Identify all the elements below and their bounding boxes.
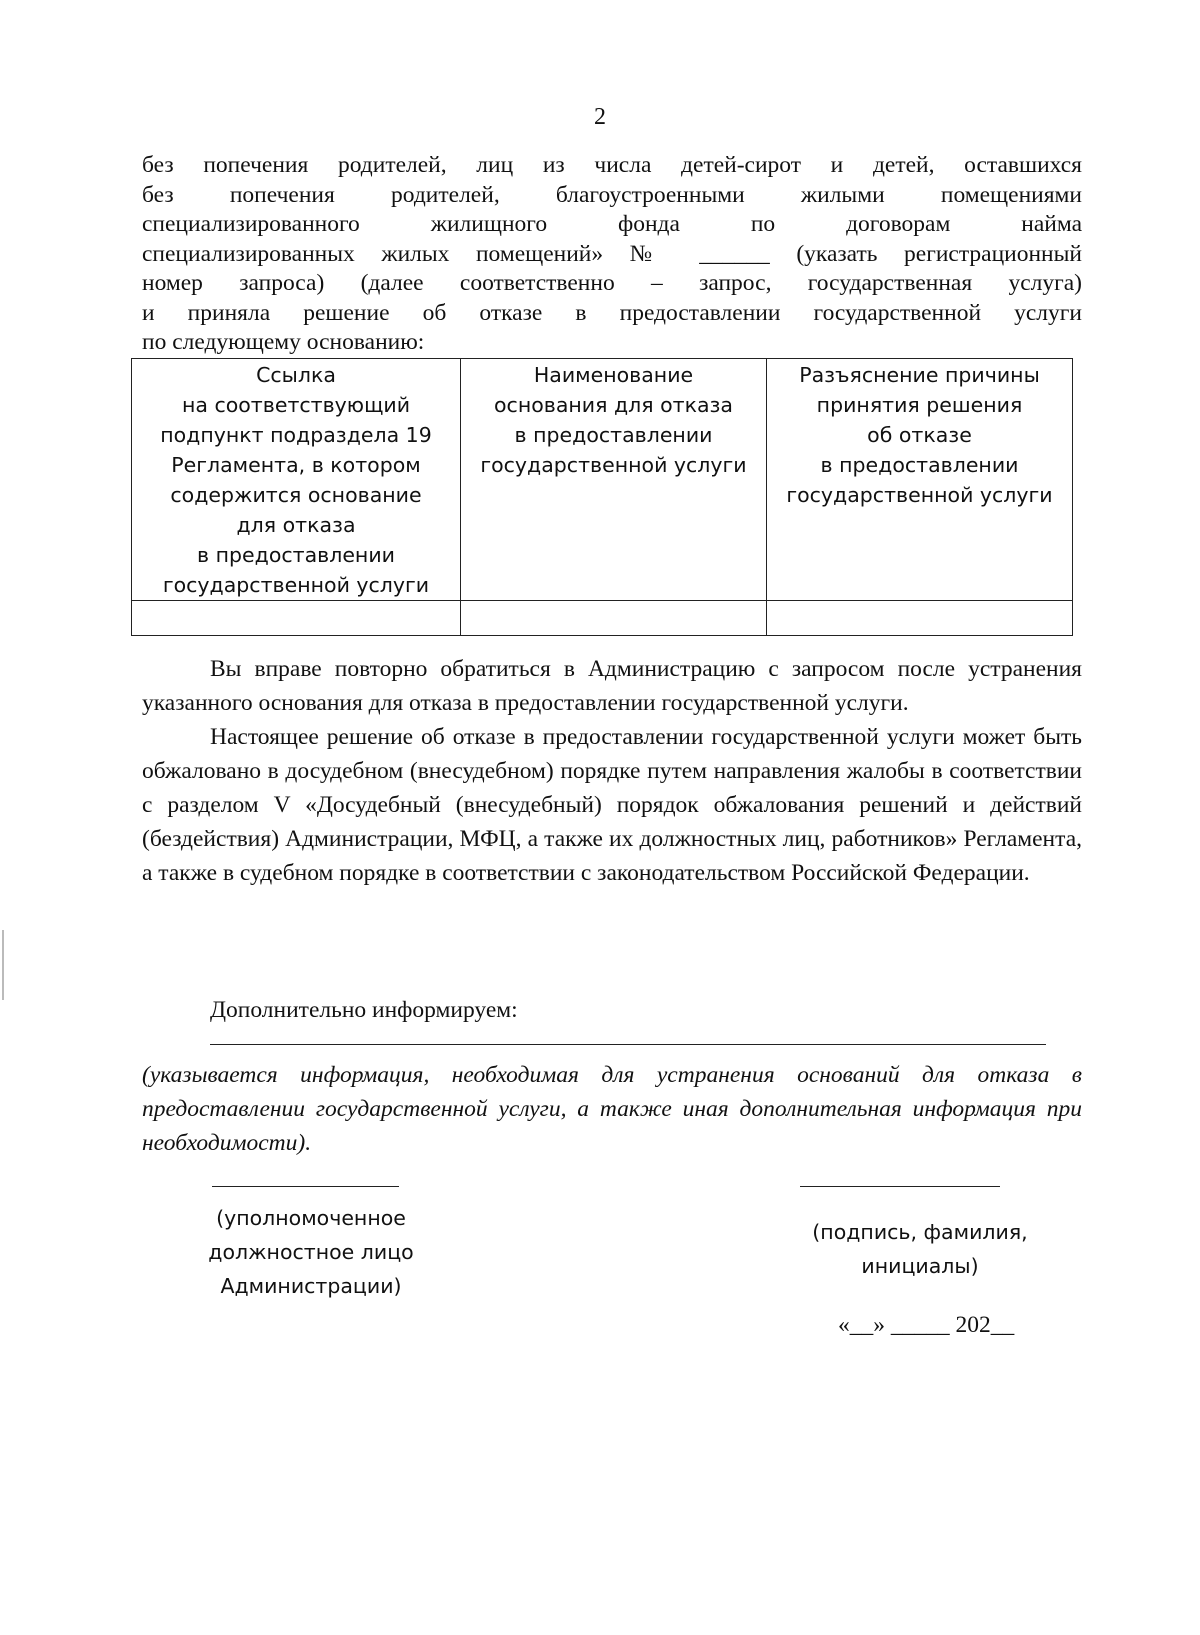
header-reason-name: Наименование основания для отказа в предоставлении государственной услуги <box>480 363 747 477</box>
intro-line: без попечения родителей, лиц из числа детей-сирот и детей, оставшихся <box>142 152 1082 178</box>
additional-info-fill-line <box>210 1044 1046 1045</box>
additional-info-note: (указывается информация, необходимая для устранения оснований для отказа в предоставлении государственной услуги, а также иная дополнительная информация при необходимости). <box>142 1062 1082 1156</box>
intro-line: по следующему основанию: <box>142 329 425 355</box>
page-number: 2 <box>594 104 606 130</box>
paragraph-reapply: Вы вправе повторно обратиться в Администрацию с запросом после устранения указанного основания для отказа в предоставлении государственной услуги. <box>142 656 1082 716</box>
table-header-row <box>132 359 1073 601</box>
table-cell <box>132 601 461 636</box>
official-signature-line <box>212 1186 399 1187</box>
table-cell <box>767 601 1073 636</box>
header-explanation: Разъяснение причины принятия решения об отказе в предоставлении государственной услуги <box>786 363 1053 507</box>
intro-line: специализированных жилых помещений» № ______ (указать регистрационный <box>142 240 1082 267</box>
intro-line: номер запроса) (далее соответственно – запрос, государственная услуга) <box>142 270 1082 296</box>
authorized-official-caption: (уполномоченное должностное лицо Администрации) <box>208 1206 414 1298</box>
table-cell <box>461 601 767 636</box>
intro-line: и приняла решение об отказе в предоставлении государственной услуги <box>142 299 1082 326</box>
intro-line: специализированного жилищного фонда по договорам найма <box>142 211 1082 237</box>
table-header-cell <box>767 359 1073 601</box>
additional-info-label: Дополнительно информируем: <box>210 997 518 1023</box>
scan-edge-mark <box>2 930 4 1000</box>
paragraph-appeal: Настоящее решение об отказе в предоставлении государственной услуги может быть обжаловано в досудебном (внесудебном) порядке путем направления жалобы в соответствии с разделом V «Досудебный (внесудебный) порядок обжалования решений и действий (бездействия) Администрации, МФЦ, а также их должностных лиц, работников» Регламента, а также в судебном порядке в соответствии с законодательством Российской Федерации. <box>142 724 1082 886</box>
header-reference: Ссылка на соответствующий подпункт подраздела 19 Регламента, в котором содержится основание для отказа в предоставлении государственной услуги <box>160 363 432 597</box>
intro-text <box>142 151 1082 358</box>
body-text <box>142 652 1082 890</box>
table-header-cell <box>461 359 767 601</box>
intro-line: без попечения родителей, благоустроенными жилыми помещениями <box>142 181 1082 208</box>
refusal-reasons-table <box>131 358 1073 636</box>
signature-line <box>800 1186 1000 1187</box>
date-line: «__» _____ 202__ <box>838 1312 1015 1338</box>
table-row <box>132 601 1073 636</box>
table-header-cell <box>132 359 461 601</box>
signature-caption: (подпись, фамилия, инициалы) <box>812 1220 1028 1278</box>
